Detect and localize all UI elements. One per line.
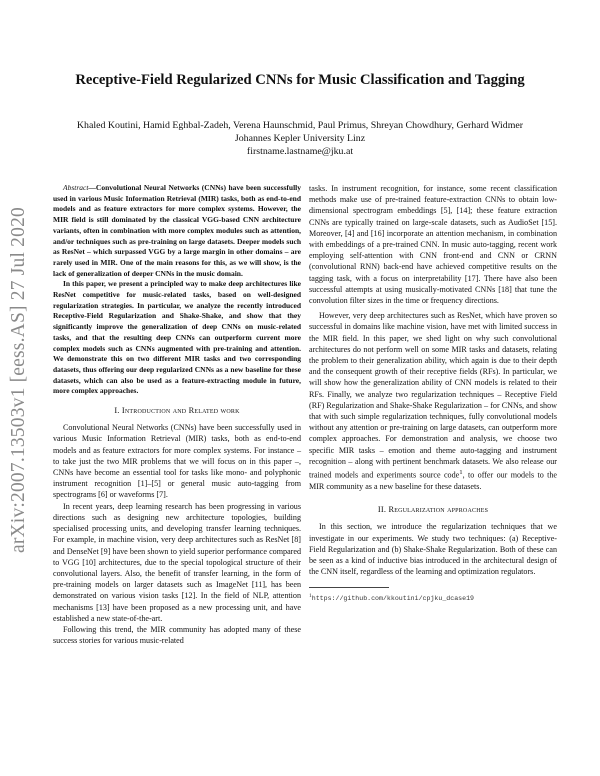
abstract-text-1: —Convolutional Neural Networks (CNNs) have been successfully used in various Music Information Retrieval (MIR) tasks, both as end-to-end models and as feature extractors for more complex systems. However, the MIR field is still dominated by the classical VGG-based CNN architecture variants, often in combination with more complex modules such as attention, and/or techniques such as pre-training on large datasets. Deeper models such as ResNet – which surpassed VGG by a large margin in other domains – are rarely used in MIR. One of the main reasons for this, as we will show, is the lack of generalization of deeper CNNs in the music domain. xyxy=(53,183,301,278)
right-column xyxy=(309,183,557,605)
author-block xyxy=(40,119,560,158)
author-list: Khaled Koutini, Hamid Eghbal-Zadeh, Verena Haunschmid, Paul Primus, Shreyan Chowdhury, Gerhard Widmer xyxy=(76,120,524,131)
affiliation: Johannes Kepler University Linz xyxy=(234,133,366,144)
footnote-url[interactable]: https://github.com/kkoutini/cpjku_dcase19 xyxy=(311,595,474,603)
regularization-paragraph-1: In this section, we introduce the regularization techniques that we investigate in our experiments. We study two techniques: (a) Receptive-Field Regularization and (b) Shake-Shake Regularization. Both of these can be seen as a kind of inductive bias introduced in the architectural design of the CNN itself, regardless of the learning and optimization regulators. xyxy=(309,522,557,577)
section-heading-1: I. Introduction and Related work xyxy=(114,406,240,416)
footnote-ref: 1 xyxy=(459,469,463,477)
email: firstname.lastname@jku.at xyxy=(246,146,354,157)
section-heading-2: II. Regularization approaches xyxy=(377,505,489,515)
intro-paragraph-4-tail: , to offer our models to the MIR community as a new baseline for these datasets. xyxy=(309,470,557,491)
abstract-label: Abstract xyxy=(63,183,89,192)
footnote-mark: 1 xyxy=(309,593,312,600)
intro-paragraph-4-text: However, very deep architectures such as ResNet, which have proven so successful in domains like machine vision, have met with limited success in the MIR field. In this paper, we shed light on why such convolutional architectures do not perform well on some MIR tasks and datasets, relating the problem to their generalization ability, which again is due to their depth and the consequent growth of their receptive fields (RFs). In particular, we will show how the generalization ability of CNN models is related to their RFs. Finally, we analyze two regularization techniques – Receptive Field (RF) Regularization and Shake-Shake Regularization – for CNNs, and show that with such simple regularization techniques, fully convolutional models without any attention or pre-training on large datasets, can outperform more complex approaches. For demonstration and analysis, we choose two specific MIR tasks – emotion and theme auto-tagging and instrument recognition – along with pertinent benchmark datasets. We also release our trained models and experiments source code xyxy=(309,311,557,480)
arxiv-side-stamp: arXiv:2007.13503v1 [eess.AS] 27 Jul 2020 xyxy=(8,207,29,553)
intro-paragraph-3-continued: tasks. In instrument recognition, for instance, some recent classification methods make use of pre-trained feature-extraction CNNs to obtain low-dimensional spectrogram embeddings [5], [14]; these feature extraction CNNs are typically trained on large-scale datasets, such as AudioSet [15]. Moreover, [4] and [16] incorporate an attention mechanism, in combination with embeddings of a pre-trained CNN. In music auto-tagging, recent work employing self-attention with CNN front-end and CNN or CRNN (convolutional RNN) back-end have achieved competitive results on the tagging task, with a focus on interpretability [17]. There have also been successful attempts at using musically-motivated CNNs [18] that tune the convolution filter sizes in the time or frequency directions. xyxy=(309,184,557,306)
abstract-paragraph-1 xyxy=(53,183,301,279)
footnote-divider xyxy=(309,587,389,588)
footnote xyxy=(309,591,557,604)
intro-paragraph-4 xyxy=(309,310,557,492)
intro-paragraph-1: Convolutional Neural Networks (CNNs) have been successfully used in various Music Information Retrieval (MIR) tasks, both as end-to-end models and as feature extractors for more complex systems. For instance – to take just the two MIR problems that we will focus on in this paper –, CNNs have become an essential tool for tasks like mono- and polyphonic instrument recognition [1]–[5] or general music auto-tagging from spectrograms [6] or waveforms [7]. xyxy=(53,423,301,500)
paper-title: Receptive-Field Regularized CNNs for Music Classification and Tagging xyxy=(75,72,525,88)
left-column xyxy=(53,183,301,646)
intro-paragraph-3: Following this trend, the MIR community has adopted many of these success stories for various music-related xyxy=(53,624,301,646)
intro-paragraph-2: In recent years, deep learning research has been progressing in various directions such as designing new architecture topologies, building specialised processing units, and developing transfer learning techniques. For example, in machine vision, very deep architectures such as ResNet [8] and DenseNet [9] have been shown to yield superior performance compared to VGG [10] architectures, due to the special topological structure of their convolutional layers. Also, the benefit of transfer learning, in the form of pre-training models on larger datasets such as ImageNet [11], has been demonstrated on various vision tasks [12]. In the field of NLP, attention mechanisms [13] have been proposed as a new processing unit, and have established a new state-of-the-art. xyxy=(53,501,301,623)
abstract-paragraph-2: In this paper, we present a principled way to make deep architectures like ResNet competitive for music-related tasks, based on well-designed regularization strategies. In particular, we analyze the recently introduced Receptive-Field Regularization and Shake-Shake, and show that they significantly improve the generalization of deep CNNs on music-related tasks, and that the resulting deep CNNs can outperform current more complex models such as CNNs augmented with pre-training and attention. We demonstrate this on two different MIR tasks and two corresponding datasets, thus offering our deep regularized CNNs as a new baseline for these datasets, which can also be used as a feature-extracting module in future, more complex approaches. xyxy=(53,279,301,396)
